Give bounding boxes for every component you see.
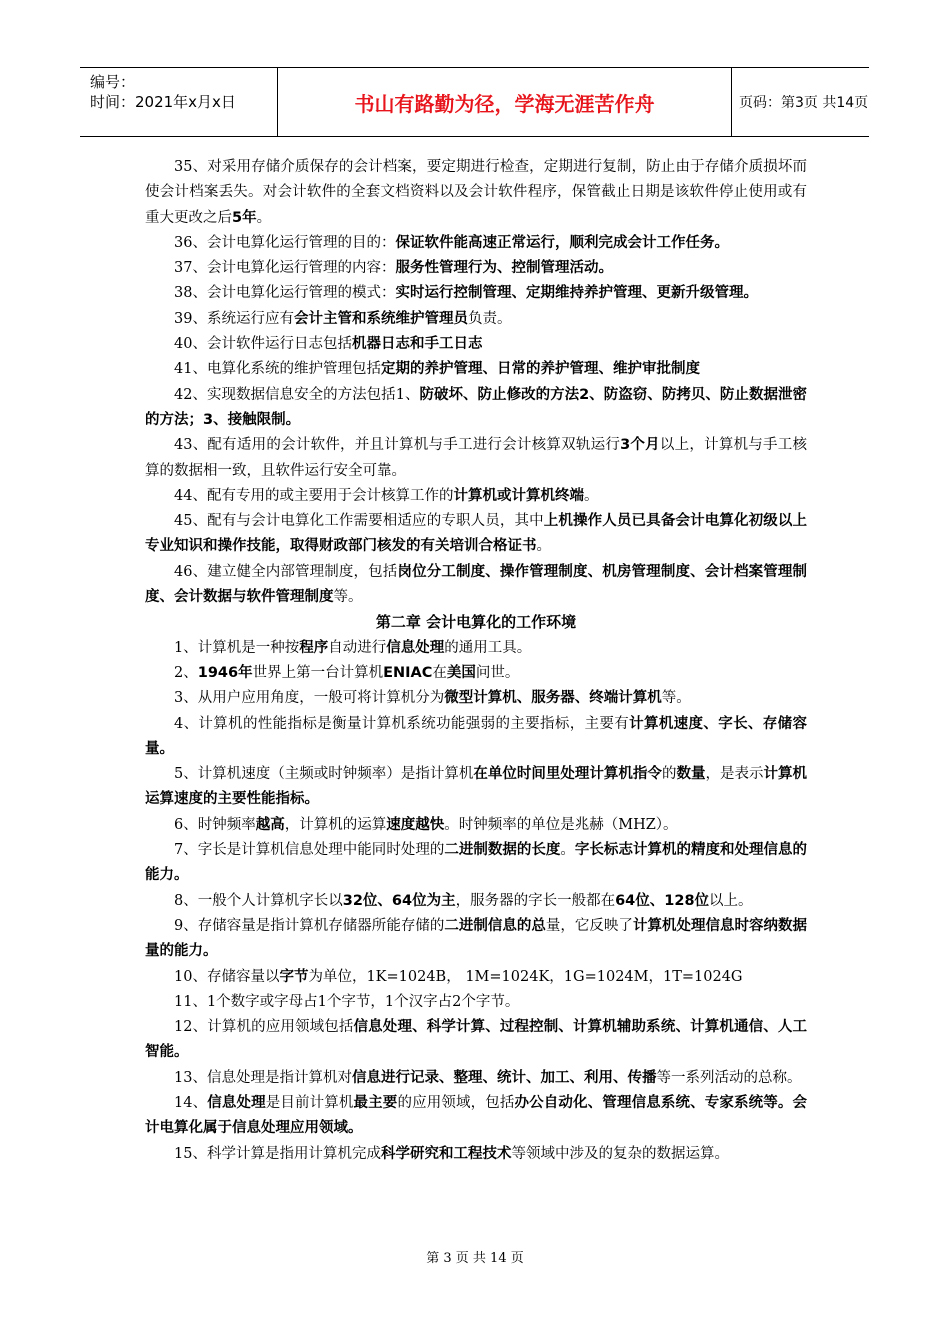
text: 负责。 xyxy=(467,310,512,327)
paragraph xyxy=(145,636,807,661)
paragraph xyxy=(145,889,807,914)
bold-text: 信息处理 xyxy=(207,1094,266,1111)
text: ，计算机的运算 xyxy=(284,816,387,833)
text: 37、会计电算化运行管理的内容： xyxy=(174,260,396,277)
paragraph xyxy=(145,914,807,965)
text: 在 xyxy=(432,664,447,681)
bold-text: 计算机或计算机终端 xyxy=(453,487,584,504)
paragraph xyxy=(145,965,807,990)
text: 以上，计算机与手工核算的数据相一致，且软件运行安全可靠。 xyxy=(145,437,808,479)
text: 11、1个数字或字母占1个字节，1个汉字占2个字节。 xyxy=(174,993,520,1010)
text: ，服务器的字长一般都在 xyxy=(455,892,616,909)
bold-text: 信息处理、科学计算、过程控制、计算机辅助系统、计算机通信、人工智能。 xyxy=(145,1019,808,1061)
text: 4、计算机的性能指标是衡量计算机系统功能强弱的主要指标，主要有 xyxy=(174,715,630,732)
paragraph xyxy=(145,433,807,484)
text: 7、字长是计算机信息处理中能同时处理的 xyxy=(174,842,445,859)
text: 。 xyxy=(256,209,272,226)
header-page-info: 页码：第3页 共14页 xyxy=(739,95,869,111)
paragraph xyxy=(145,990,807,1015)
bold-text: 在单位时间里处理计算机指令 xyxy=(473,766,662,783)
text: 等。 xyxy=(333,589,363,606)
text: 42、实现数据信息安全的方法包括1、 xyxy=(174,386,420,403)
text: 38、会计电算化运行管理的模式： xyxy=(174,285,396,302)
bold-text: 32位、64位为主 xyxy=(342,892,456,909)
paragraph xyxy=(145,155,807,231)
bold-text: 越高 xyxy=(255,816,285,833)
bold-text: 程序 xyxy=(299,639,329,656)
paragraph xyxy=(145,231,807,256)
text: 问世。 xyxy=(475,664,520,681)
paragraph xyxy=(145,686,807,711)
bold-text: 实时运行控制管理、定期维持养护管理、更新升级管理。 xyxy=(395,285,758,302)
bold-text: 计算机运算速度的主要性能指标。 xyxy=(145,766,808,808)
bold-text: 机器日志和手工日志 xyxy=(351,336,483,353)
paragraph xyxy=(145,383,807,434)
chapter-title: 第二章 会计电算化的工作环境 xyxy=(375,613,577,632)
page-header xyxy=(80,67,869,137)
text: 10、存储容量以 xyxy=(174,968,280,985)
section-2 xyxy=(145,636,807,1167)
paragraph xyxy=(145,484,807,509)
paragraph xyxy=(145,1142,807,1167)
text: 2、 xyxy=(174,664,198,681)
paragraph xyxy=(145,256,807,281)
text: 6、时钟频率 xyxy=(174,816,256,833)
section-1 xyxy=(145,155,807,610)
bold-text: 科学研究和工程技术 xyxy=(380,1145,512,1162)
bold-text: 3个月 xyxy=(620,437,660,454)
bold-text: 字长标志计算机的精度和处理信息的能力。 xyxy=(145,842,808,884)
text: 自动进行 xyxy=(328,639,387,656)
text: 36、会计电算化运行管理的目的： xyxy=(174,234,396,251)
paragraph xyxy=(145,1015,807,1066)
bold-text: 岗位分工制度、操作管理制度、机房管理制度、会计档案管理制度、会计数据与软件管理制度 xyxy=(145,563,808,606)
bold-text: 5年 xyxy=(232,209,257,226)
bold-text: 数量 xyxy=(676,766,706,783)
text: 以上。 xyxy=(709,892,753,909)
text: 等领域中涉及的复杂的数据运算。 xyxy=(511,1145,729,1162)
bold-text: 上机操作人员已具备会计电算化初级以上专业知识和操作技能，取得财政部门核发的有关培训合格证书 xyxy=(145,513,808,555)
paragraph xyxy=(145,762,807,813)
text: 43、配有适用的会计软件，并且计算机与手工进行会计核算双轨运行 xyxy=(174,437,621,454)
text: ，是表示 xyxy=(705,766,764,783)
text: 40、会计软件运行日志包括 xyxy=(174,336,352,353)
bold-text: 定期的养护管理、日常的养护管理、维护审批制度 xyxy=(380,361,700,378)
text: 是目前计算机 xyxy=(265,1094,354,1111)
paragraph xyxy=(145,357,807,382)
bold-text: 速度越快 xyxy=(386,816,445,833)
text: 45、配有与会计电算化工作需要相适应的专职人员，其中 xyxy=(174,513,544,530)
text: 15、科学计算是指用计算机完成 xyxy=(174,1145,381,1162)
bold-text: 服务性管理行为、控制管理活动。 xyxy=(395,260,613,277)
text: 世界上第一台计算机 xyxy=(252,664,384,681)
text: 等一系列活动的总称。 xyxy=(656,1069,802,1086)
paragraph xyxy=(145,1091,807,1142)
text: 为单位，1K=1024B， 1M=1024K，1G=1024M，1T=1024G xyxy=(308,968,743,985)
text: 14、 xyxy=(174,1094,208,1111)
bold-text: 二进制数据的长度 xyxy=(444,842,561,859)
bold-text: 会计主管和系统维护管理员 xyxy=(293,310,468,327)
text: 44、配有专用的或主要用于会计核算工作的 xyxy=(174,487,454,504)
bold-text: 计算机速度、字长、存储容量。 xyxy=(145,715,807,757)
paragraph xyxy=(145,712,807,763)
bold-text: 信息处理 xyxy=(386,639,445,656)
text: 5、计算机速度（主频或时钟频率）是指计算机 xyxy=(174,766,474,783)
text: 9、存储容量是指计算机存储器所能存储的 xyxy=(174,917,445,934)
text: 46、建立健全内部管理制度，包括 xyxy=(174,563,398,580)
paragraph xyxy=(145,813,807,838)
bold-text: 计算机处理信息时容纳数据量的能力。 xyxy=(145,917,808,960)
paragraph xyxy=(145,281,807,306)
paragraph xyxy=(145,307,807,332)
bold-text: 保证软件能高速正常运行，顺利完成会计工作任务。 xyxy=(395,234,729,251)
paragraph xyxy=(145,509,807,560)
text: 12、计算机的应用领域包括 xyxy=(174,1019,354,1036)
text: 的通用工具。 xyxy=(444,639,532,656)
bold-text: 最主要 xyxy=(353,1094,398,1111)
bold-text: 信息进行记录、整理、统计、加工、利用、传播 xyxy=(351,1069,657,1086)
text: 。 xyxy=(583,487,599,504)
bold-text: 微型计算机、服务器、终端计算机 xyxy=(444,690,662,707)
text: 41、电算化系统的维护管理包括 xyxy=(174,361,381,378)
number-label: 编号： xyxy=(90,73,136,91)
text: 。 xyxy=(560,842,575,859)
text: 3、从用户应用角度，一般可将计算机分为 xyxy=(174,690,445,707)
paragraph xyxy=(145,560,807,611)
bold-text: ENIAC xyxy=(383,664,433,681)
text: 的 xyxy=(661,766,677,783)
bold-text: 美国 xyxy=(446,664,476,681)
paragraph xyxy=(145,332,807,357)
header-meta xyxy=(80,68,278,136)
bold-text: 办公自动化、管理信息系统、专家系统等。会计电算化属于信息处理应用领域。 xyxy=(145,1094,808,1137)
text: 35、对采用存储介质保存的会计档案，要定期进行检查，定期进行复制，防止由于存储介质损坏而使会计档案丢失。对会计软件的全套文档资料以及会计软件程序，保管截止日期是该软件停止使用或有重大更改之后 xyxy=(145,159,807,226)
bold-text: 1946年 xyxy=(197,664,253,681)
text: 39、系统运行应有 xyxy=(174,310,294,327)
text: 。 xyxy=(536,538,551,555)
bold-text: 二进制信息的总 xyxy=(444,917,546,934)
text: 13、信息处理是指计算机对 xyxy=(174,1069,352,1086)
time-label: 时间：2021年x月x日 xyxy=(90,93,236,111)
text: 量，它反映了 xyxy=(545,917,633,934)
document-body xyxy=(145,155,807,1167)
paragraph xyxy=(145,838,807,889)
text: 1、计算机是一种按 xyxy=(174,639,300,656)
page-footer: 第 3 页 共 14 页 xyxy=(426,1251,524,1266)
bold-text: 防破坏、防止修改的方法2、防盗窃、防拷贝、防止数据泄密的方法；3、接触限制。 xyxy=(145,386,807,428)
bold-text: 64位、128位 xyxy=(615,892,710,909)
paragraph xyxy=(145,1066,807,1091)
text: 等。 xyxy=(661,690,691,707)
header-motto: 书山有路勤为径，学海无涯苦作舟 xyxy=(278,68,732,136)
paragraph xyxy=(145,661,807,686)
text: 的应用领域，包括 xyxy=(397,1094,515,1111)
bold-text: 字节 xyxy=(279,968,309,985)
text: 8、一般个人计算机字长以 xyxy=(174,892,343,909)
text: 。时钟频率的单位是兆赫（MHZ）。 xyxy=(444,816,678,833)
